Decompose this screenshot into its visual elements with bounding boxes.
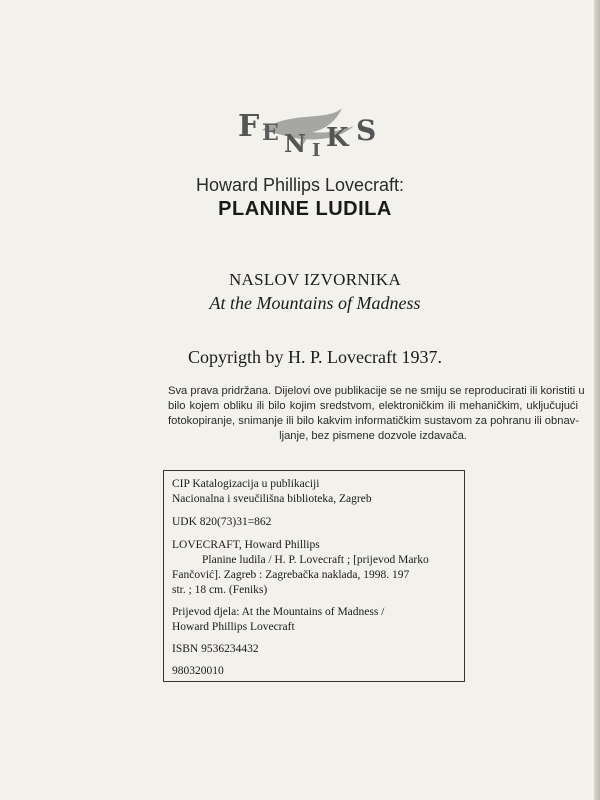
rights-line: Sva prava pridržana. Dijelovi ove publikacije se ne smiju se reproducirati ili koristiti u: [168, 385, 585, 397]
cip-translation: Prijevod djela: At the Mountains of Madness /: [172, 606, 385, 618]
svg-text:S: S: [356, 114, 377, 147]
cip-library: Nacionalna i sveučilišna biblioteka, Zagreb: [172, 493, 372, 505]
cip-number: 980320010: [172, 665, 224, 677]
author-name: Howard Phillips Lovecraft:: [195, 175, 405, 195]
cip-translation-author: Howard Phillips Lovecraft: [172, 621, 295, 633]
page-edge: [594, 0, 600, 800]
svg-text:N: N: [284, 129, 306, 158]
cip-entry-author: LOVECRAFT, Howard Phillips: [172, 539, 320, 551]
original-title: At the Mountains of Madness: [209, 293, 421, 313]
cip-header: CIP Katalogizacija u publikaciji: [172, 478, 320, 490]
rights-line: ljanje, bez pismene dozvole izdavača.: [279, 430, 467, 442]
rights-line: bilo kojem obliku ili bilo kojim sredstvom, elektroničkim ili mehaničkim, uključujući: [168, 400, 578, 412]
cip-entry-extent: str. ; 18 cm. (Feniks): [172, 584, 268, 596]
rights-notice: [168, 384, 585, 444]
svg-text:K: K: [326, 123, 349, 153]
rights-line: fotokopiranje, snimanje ili bilo kakvim informatičkim sustavom za pohranu ili obnav-: [168, 415, 580, 427]
copyright-notice: Copyrigth by H. P. Lovecraft 1937.: [188, 347, 442, 367]
book-title: PLANINE LUDILA: [218, 198, 392, 220]
cip-udk: UDK 820(73)31=862: [172, 516, 272, 528]
svg-text:I: I: [312, 140, 321, 161]
cip-isbn: ISBN 9536234432: [172, 643, 259, 655]
cip-entry-title: Planine ludila / H. P. Lovecraft ; [prijevod Marko: [202, 554, 429, 566]
svg-text:F: F: [238, 109, 260, 144]
feniks-logo: [232, 100, 402, 162]
bird-logo-icon: [232, 100, 402, 162]
cip-entry-publisher: Fančović]. Zagreb : Zagrebačka naklada, 1998. 197: [172, 569, 410, 581]
original-title-label: NASLOV IZVORNIKA: [228, 270, 402, 289]
cip-catalog-box: [163, 470, 465, 682]
svg-text:E: E: [262, 120, 279, 146]
